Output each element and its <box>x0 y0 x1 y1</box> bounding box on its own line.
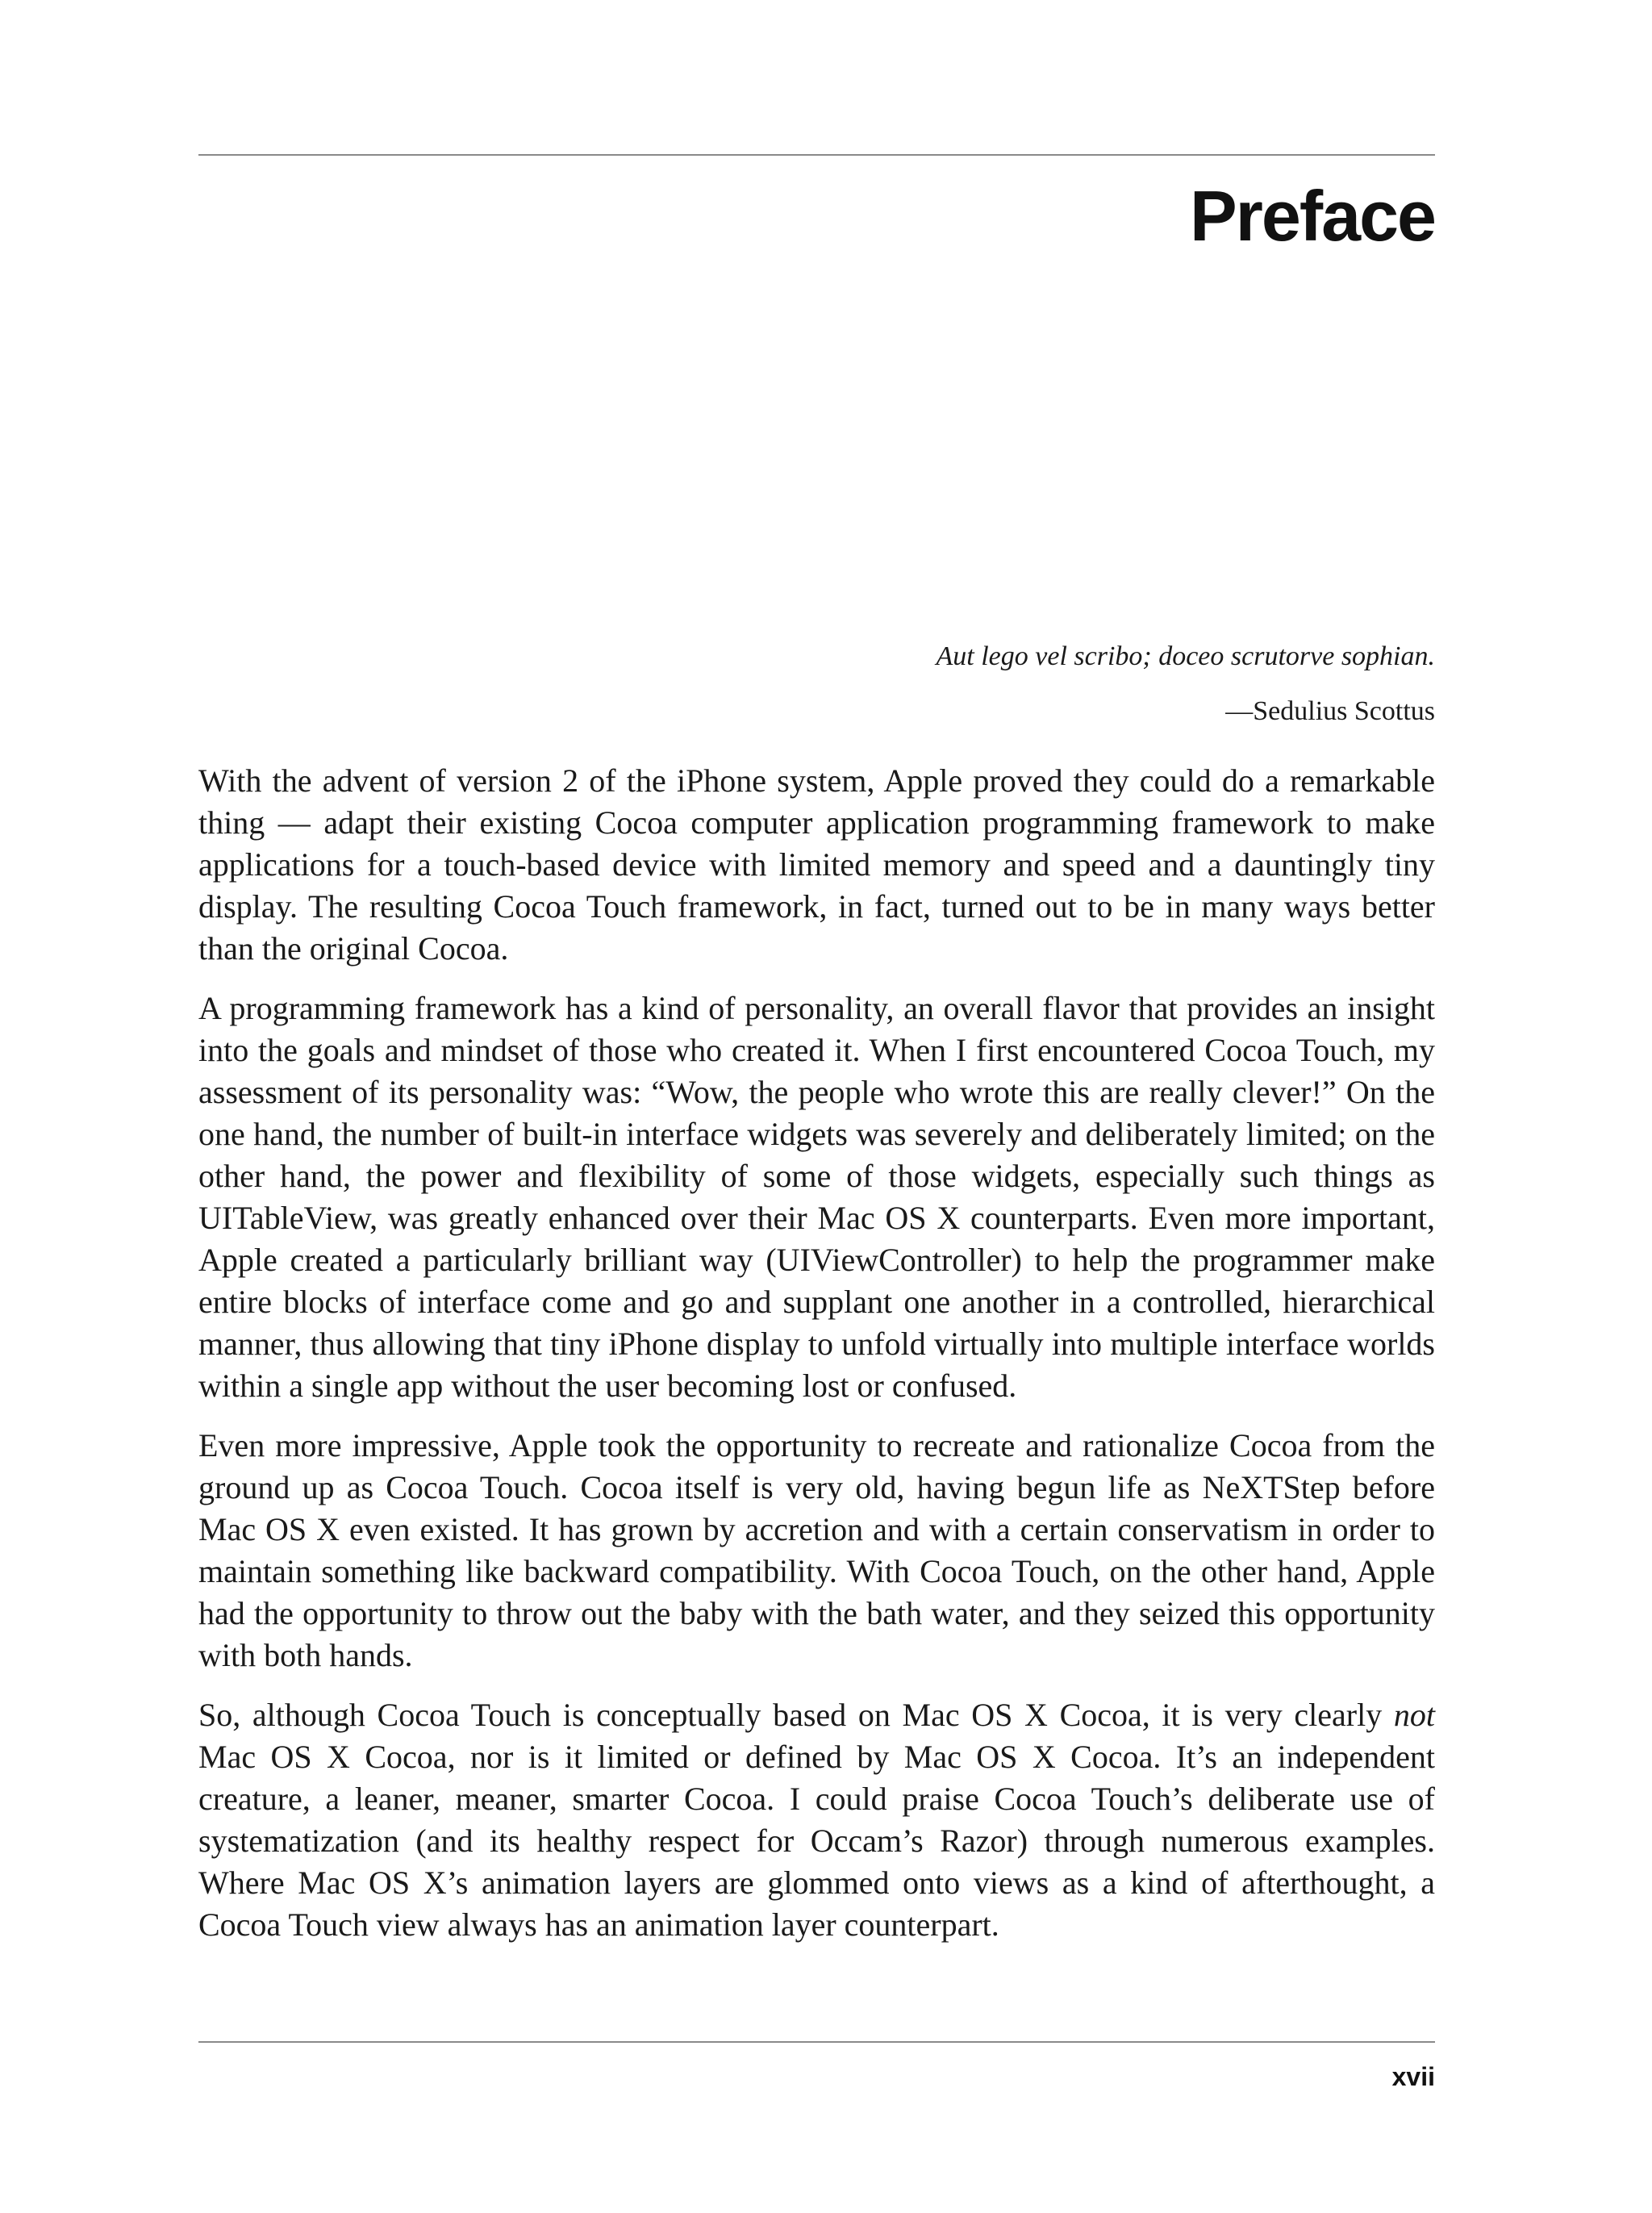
paragraph-4-emphasis: not <box>1393 1697 1435 1733</box>
page-number: xvii <box>1391 2062 1435 2091</box>
paragraph-4-rest: Mac OS X Cocoa, nor is it limited or defined by Mac OS X Cocoa. It’s an independent creature, a leaner, meaner, smarter Cocoa. I could praise Cocoa Touch’s deliberate use of systematization (and its healthy respect for Occam’s Razor) through numerous examples. Where Mac OS X’s animation layers are glommed onto views as a kind of afterthought, a Cocoa Touch view always has an animation layer counterpart. <box>198 1739 1435 1943</box>
epigraph-quote: Aut lego vel scribo; doceo scrutorve sophian. <box>936 641 1435 671</box>
top-rule <box>198 154 1435 156</box>
body-text <box>198 760 1435 1964</box>
paragraph-3: Even more impressive, Apple took the opportunity to recreate and rationalize Cocoa from the ground up as Cocoa Touch. Cocoa itself is very old, having begun life as NeXTStep before Mac OS X even existed. It has grown by accretion and with a certain conservatism in order to maintain something like backward compatibility. With Cocoa Touch, on the other hand, Apple had the opportunity to throw out the baby with the bath water, and they seized this opportunity with both hands. <box>198 1427 1435 1673</box>
bottom-rule <box>198 2041 1435 2043</box>
epigraph-attribution: —Sedulius Scottus <box>1225 696 1435 726</box>
epigraph <box>628 629 1435 739</box>
paragraph-4 <box>198 1694 1435 1946</box>
chapter-title: Preface <box>1189 176 1435 256</box>
paragraph-4-lead: So, although Cocoa Touch is conceptually based on Mac OS X Cocoa, it is very clearly <box>198 1697 1394 1733</box>
paragraph-2: A programming framework has a kind of personality, an overall flavor that provides an insight into the goals and mindset of those who created it. When I first encountered Cocoa Touch, my assessment of its personality was: “Wow, the people who wrote this are really clever!” On the one hand, the number of built-in interface widgets was severely and deliberately limited; on the other hand, the power and flexibility of some of those widgets, especially such things as UITableView, was greatly enhanced over their Mac OS X counterparts. Even more important, Apple created a particularly brilliant way (UIViewController) to help the programmer make entire blocks of interface come and go and supplant one another in a controlled, hierarchical manner, thus allowing that tiny iPhone display to unfold virtually into multiple interface worlds within a single app without the user becoming lost or confused. <box>198 990 1435 1404</box>
paragraph-1: With the advent of version 2 of the iPhone system, Apple proved they could do a remarkable thing — adapt their existing Cocoa computer application programming framework to make applications for a touch-based device with limited memory and speed and a dauntingly tiny display. The resulting Cocoa Touch framework, in fact, turned out to be in many ways better than the original Cocoa. <box>198 762 1435 967</box>
